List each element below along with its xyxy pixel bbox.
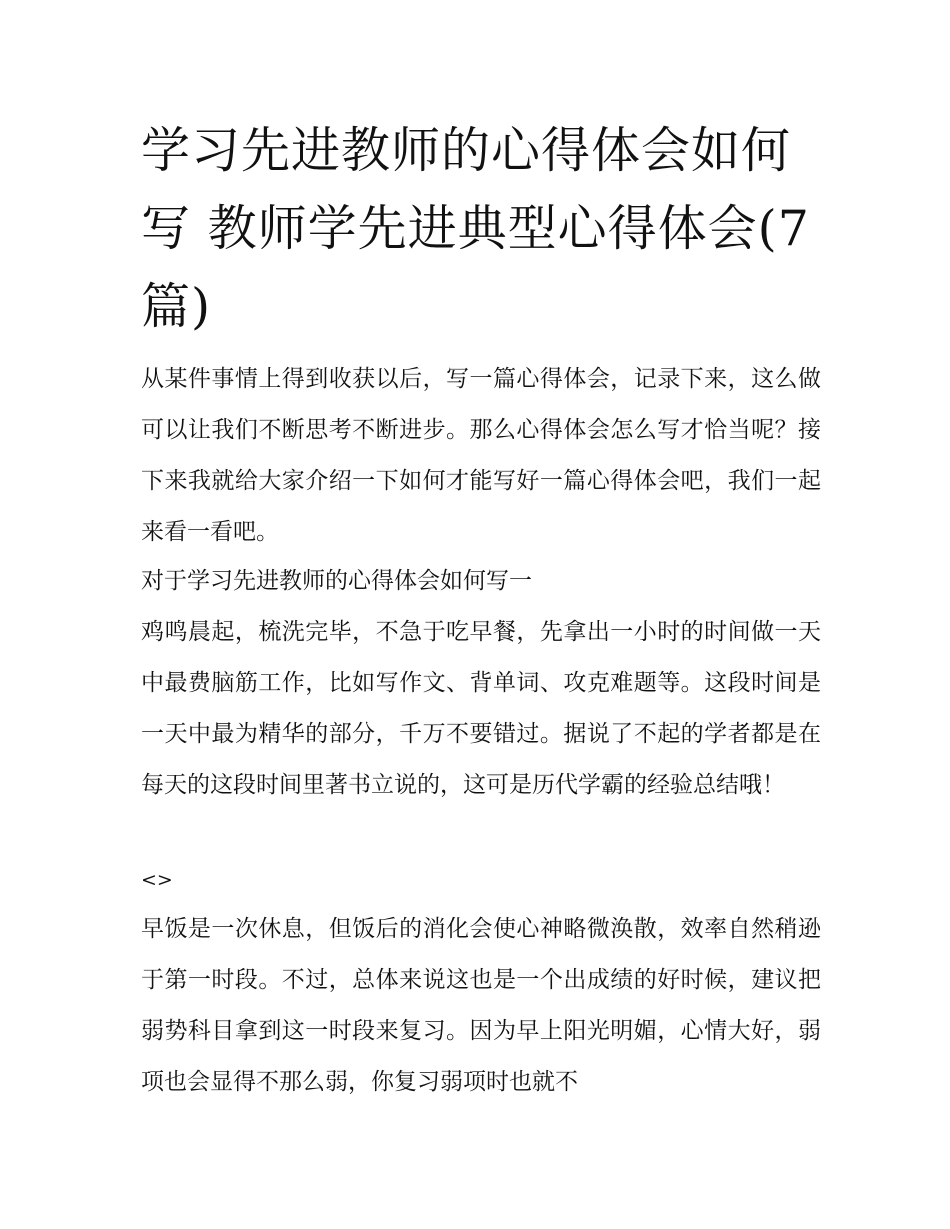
placeholder-marker: <>	[141, 869, 173, 891]
section-heading: 对于学习先进教师的心得体会如何写一	[141, 568, 532, 594]
intro-paragraph: 从某件事情上得到收获以后，写一篇心得体会，记录下来，这么做可以让我们不断思考不断进步。那么心得体会怎么写才恰当呢？接下来我就给大家介绍一下如何才能写好一篇心得体会吧，我们一起来看一看吧。	[141, 366, 821, 545]
body-paragraph-2: 早饭是一次休息，但饭后的消化会使心神略微涣散，效率自然稍逊于第一时段。不过，总体来说这也是一个出成绩的好时候，建议把弱势科目拿到这一时段来复习。因为早上阳光明媚，心情大好，弱项也会显得不那么弱，你复习弱项时也就不	[141, 916, 821, 1095]
body-paragraph-1: 鸡鸣晨起，梳洗完毕，不急于吃早餐，先拿出一小时的时间做一天中最费脑筋工作，比如写作文、背单词、攻克难题等。这段时间是一天中最为精华的部分，千万不要错过。据说了不起的学者都是在每天的这段时间里著书立说的，这可是历代学霸的经验总结哦！	[141, 619, 821, 798]
document-title: 学习先进教师的心得体会如何写 教师学先进典型心得体会(7篇)	[141, 122, 810, 335]
